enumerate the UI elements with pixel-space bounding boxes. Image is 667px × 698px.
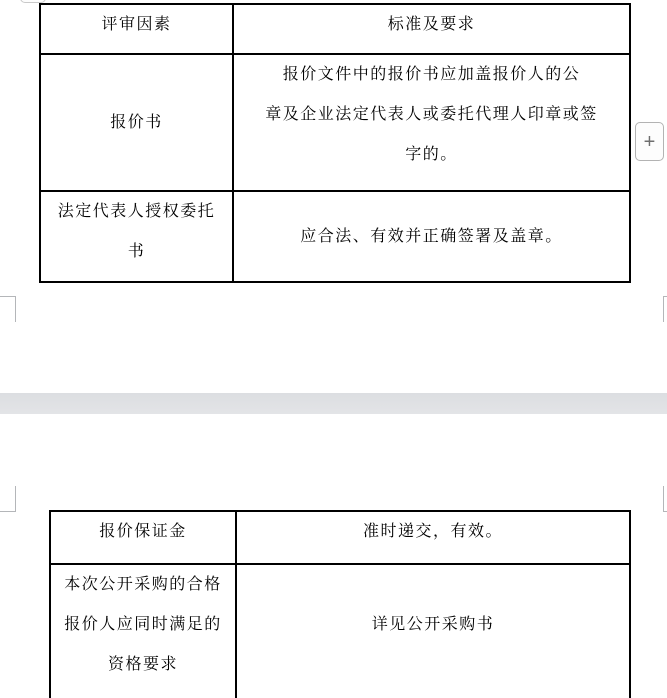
- page2-boundary-mark-top-left-v: [15, 486, 16, 512]
- evaluation-table-header-row: [40, 4, 630, 54]
- cell-requirement-authorization[interactable]: [233, 191, 630, 282]
- cell-factor-quotation[interactable]: [40, 54, 233, 191]
- page2-boundary-mark-top-right-v: [663, 486, 664, 512]
- add-button[interactable]: [635, 122, 664, 161]
- requirement-quotation-line3: 字的。: [405, 146, 458, 163]
- cell-factor-bond[interactable]: [50, 511, 236, 564]
- header-requirement-label: 标准及要求: [387, 16, 476, 33]
- cell-requirement-quotation[interactable]: [233, 54, 630, 191]
- requirement-quotation-line1: 报价文件中的报价书应加盖报价人的公: [282, 66, 581, 83]
- header-cell-requirement[interactable]: [233, 4, 630, 54]
- qualification-table: [49, 510, 631, 698]
- page1-boundary-mark-bottom-left-h: [0, 296, 16, 297]
- page-separator: [0, 393, 667, 414]
- plus-icon: +: [643, 130, 656, 153]
- qualification-row: [50, 564, 630, 698]
- page1-boundary-mark-bottom-left-v: [15, 296, 16, 322]
- cell-factor-qualification[interactable]: [50, 564, 236, 698]
- page2-boundary-mark-top-right-h: [663, 511, 667, 512]
- authorization-row: [40, 191, 630, 282]
- factor-bond-text: 报价保证金: [99, 523, 187, 540]
- factor-qualification-line3: 资格要求: [107, 656, 178, 673]
- evaluation-table: [39, 3, 631, 283]
- page2-boundary-mark-top-left-h: [0, 511, 16, 512]
- cell-requirement-bond[interactable]: [236, 511, 630, 564]
- requirement-quotation-line2: 章及企业法定代表人或委托代理人印章或签: [265, 106, 598, 123]
- cell-requirement-qualification[interactable]: [236, 564, 630, 698]
- header-factor-label: 评审因素: [101, 16, 172, 33]
- cell-factor-authorization[interactable]: [40, 191, 233, 282]
- bond-row: [50, 511, 630, 564]
- quotation-row: [40, 54, 630, 191]
- factor-authorization-line1: 法定代表人授权委托: [57, 203, 216, 220]
- factor-qualification-line1: 本次公开采购的合格: [64, 576, 222, 593]
- page1-boundary-mark-bottom-right-v: [663, 296, 664, 322]
- factor-authorization-line2: 书: [127, 243, 146, 260]
- requirement-qualification-text: 详见公开采购书: [371, 616, 495, 633]
- factor-qualification-line2: 报价人应同时满足的: [64, 616, 222, 633]
- header-cell-factor[interactable]: [40, 4, 233, 54]
- requirement-bond-text: 准时递交，有效。: [362, 523, 503, 540]
- factor-quotation-text: 报价书: [110, 113, 163, 131]
- requirement-authorization-text: 应合法、有效并正确签署及盖章。: [300, 227, 563, 245]
